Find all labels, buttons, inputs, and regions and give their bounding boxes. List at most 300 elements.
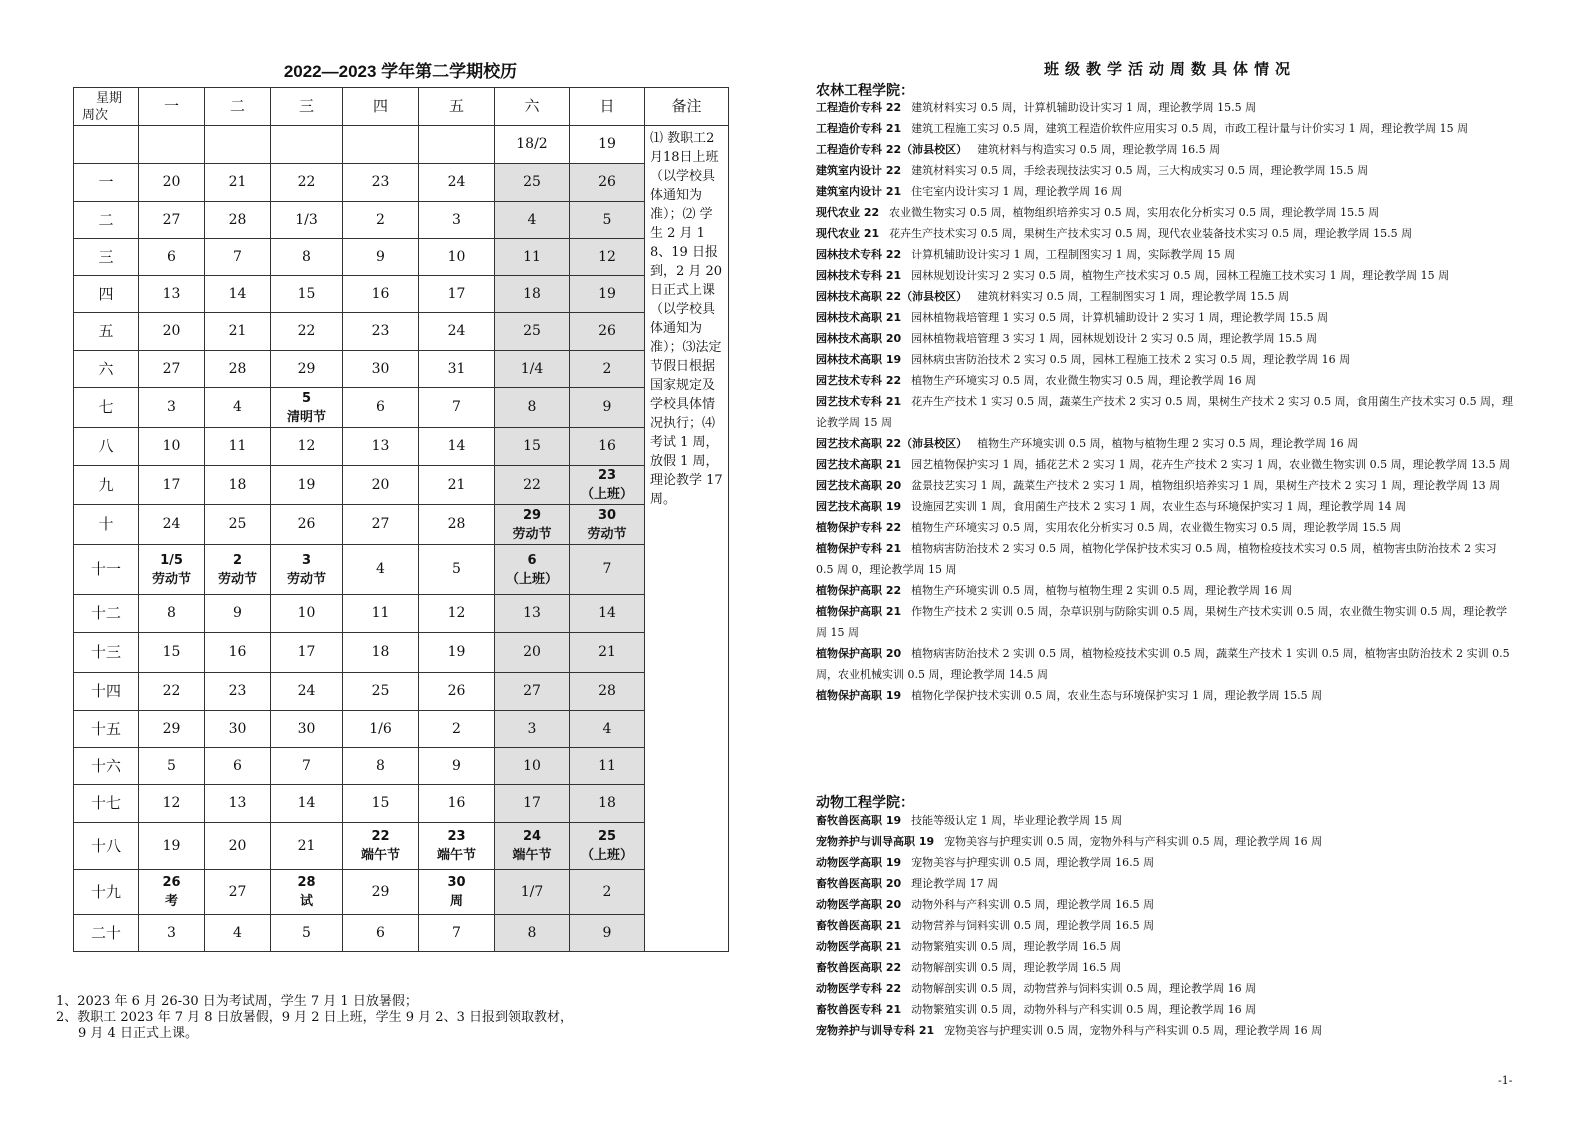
date-cell bbox=[205, 748, 271, 785]
week-label: 十四 bbox=[74, 673, 139, 711]
date-cell bbox=[139, 351, 205, 388]
date-value: 13 bbox=[228, 795, 247, 811]
date-value: 6 bbox=[167, 248, 176, 265]
date-cell bbox=[343, 313, 419, 351]
date-value: 11 bbox=[371, 605, 390, 621]
date-value: 22 bbox=[523, 476, 541, 493]
class-activities: 理论教学周 17 周 bbox=[911, 877, 999, 890]
date-cell bbox=[205, 388, 271, 428]
date-cell bbox=[271, 351, 343, 388]
date-cell bbox=[139, 202, 205, 239]
week-label: 八 bbox=[74, 428, 139, 466]
class-entry bbox=[816, 265, 1516, 286]
date-value: 5 bbox=[301, 390, 312, 406]
date-cell bbox=[343, 545, 419, 595]
date-value: 2 bbox=[232, 552, 243, 568]
date-value: 22 bbox=[297, 174, 316, 190]
date-value: 18 bbox=[371, 644, 390, 660]
date-value: 24 bbox=[522, 829, 542, 844]
class-activities: 农业微生物实习 0.5 周，植物组织培养实习 0.5 周，实用农化分析实习 0.5 周，理论教学周 15.5 周 bbox=[889, 206, 1380, 219]
date-value: 21 bbox=[228, 174, 247, 190]
date-cell bbox=[271, 313, 343, 351]
calendar-row bbox=[74, 870, 729, 915]
class-entry bbox=[816, 538, 1516, 580]
date-cell bbox=[343, 126, 419, 164]
calendar-row bbox=[74, 202, 729, 239]
class-entry bbox=[816, 894, 1516, 915]
class-name: 动物医学高职 20 bbox=[816, 898, 902, 911]
week-label: 五 bbox=[74, 313, 139, 351]
class-name: 畜牧兽医高职 21 bbox=[816, 919, 902, 932]
date-value: 14 bbox=[447, 438, 466, 454]
date-value: 9 bbox=[233, 605, 242, 621]
class-entry bbox=[816, 852, 1516, 873]
class-activities: 宠物美容与护理实训 0.5 周，宠物外科与产科实训 0.5 周，理论教学周 16 周 bbox=[944, 835, 1323, 848]
date-value: 6 bbox=[376, 399, 385, 415]
date-value: 4 bbox=[376, 561, 385, 577]
calendar-row bbox=[74, 915, 729, 952]
date-cell bbox=[205, 633, 271, 673]
date-value: 17 bbox=[447, 285, 466, 302]
date-value: 17 bbox=[162, 476, 181, 493]
date-cell bbox=[570, 239, 645, 276]
date-value: 1/5 bbox=[160, 552, 183, 568]
date-cell bbox=[271, 633, 343, 673]
class-activities: 动物繁殖实训 0.5 周，动物外科与产科实训 0.5 周，理论教学周 16 周 bbox=[911, 1003, 1257, 1016]
header-day: 五 bbox=[419, 88, 495, 126]
date-value: 15 bbox=[162, 644, 181, 660]
calendar-row bbox=[74, 711, 729, 748]
date-value: 10 bbox=[447, 248, 466, 265]
date-cell bbox=[343, 202, 419, 239]
date-value: 23 bbox=[597, 468, 617, 483]
class-entry bbox=[816, 307, 1516, 328]
date-cell bbox=[205, 313, 271, 351]
date-cell bbox=[139, 239, 205, 276]
class-entry bbox=[816, 391, 1516, 433]
header-day: 六 bbox=[495, 88, 570, 126]
week-label: 十八 bbox=[74, 823, 139, 870]
page-number: -1- bbox=[1498, 1074, 1513, 1087]
date-value: 28 bbox=[228, 211, 247, 228]
class-activities: 建筑材料实习 0.5 周，手绘表现技法实习 0.5 周，三大构成实习 0.5 周，理论教学周 15.5 周 bbox=[911, 164, 1369, 177]
week-label: 十 bbox=[74, 505, 139, 545]
class-entry bbox=[816, 496, 1516, 517]
class-name: 园艺技术高职 22（沛县校区） bbox=[816, 437, 968, 450]
date-cell bbox=[419, 164, 495, 202]
date-value: 14 bbox=[297, 795, 316, 811]
week-label: 二 bbox=[74, 202, 139, 239]
date-cell bbox=[271, 126, 343, 164]
date-cell bbox=[570, 313, 645, 351]
date-value: 20 bbox=[228, 837, 247, 854]
date-cell bbox=[271, 428, 343, 466]
header-day: 日 bbox=[570, 88, 645, 126]
date-cell bbox=[419, 785, 495, 823]
date-value: 11 bbox=[228, 438, 247, 454]
date-cell bbox=[419, 823, 495, 870]
date-cell bbox=[495, 388, 570, 428]
date-value: 25 bbox=[523, 174, 541, 190]
date-value: 26 bbox=[162, 875, 181, 890]
date-cell bbox=[570, 351, 645, 388]
date-value: 27 bbox=[162, 360, 181, 377]
class-activities: 计算机辅助设计实习 1 周，工程制图实习 1 周，实际教学周 15 周 bbox=[911, 248, 1236, 261]
date-cell bbox=[495, 202, 570, 239]
class-entry bbox=[816, 286, 1516, 307]
date-value: 1/3 bbox=[295, 211, 318, 228]
date-value: 28 bbox=[598, 683, 616, 699]
date-value: 22 bbox=[297, 323, 316, 339]
date-value: 8 bbox=[376, 757, 385, 774]
date-value: 11 bbox=[598, 757, 616, 774]
date-cell bbox=[271, 711, 343, 748]
class-name: 植物保护高职 21 bbox=[816, 605, 902, 618]
date-cell bbox=[343, 711, 419, 748]
date-value: 7 bbox=[452, 924, 461, 941]
week-label: 十三 bbox=[74, 633, 139, 673]
calendar-row bbox=[74, 313, 729, 351]
date-value: 10 bbox=[523, 757, 541, 774]
date-cell bbox=[570, 505, 645, 545]
date-cell bbox=[271, 785, 343, 823]
class-activities: 建筑材料实习 0.5 周，工程制图实习 1 周，理论教学周 15.5 周 bbox=[977, 290, 1290, 303]
class-name: 动物医学高职 19 bbox=[816, 856, 902, 869]
class-activities: 植物病害防治技术 2 实习 0.5 周，植物化学保护技术实习 0.5 周，植物检疫技术实习 0.5 周，植物害虫防治技术 2 实习 0.5 周 0，理论教学周 15 周 bbox=[816, 542, 1497, 576]
class-entry bbox=[816, 685, 1516, 706]
date-value: 19 bbox=[598, 285, 616, 302]
date-cell bbox=[139, 915, 205, 952]
date-value: 3 bbox=[452, 211, 461, 228]
class-activities: 建筑材料与构造实习 0.5 周，理论教学周 16.5 周 bbox=[977, 143, 1221, 156]
class-activities: 动物解剖实训 0.5 周，动物营养与饲料实训 0.5 周，理论教学周 16 周 bbox=[911, 982, 1257, 995]
date-value: 2 bbox=[602, 883, 612, 900]
date-value: 7 bbox=[302, 757, 311, 774]
date-value: 14 bbox=[228, 285, 247, 302]
date-annotation: 清明节 bbox=[286, 409, 326, 425]
date-value: 12 bbox=[598, 248, 616, 265]
class-name: 园艺技术高职 19 bbox=[816, 500, 902, 513]
class-activities: 宠物美容与护理实训 0.5 周，理论教学周 16.5 周 bbox=[911, 856, 1155, 869]
class-name: 动物医学专科 22 bbox=[816, 982, 902, 995]
date-cell bbox=[495, 595, 570, 633]
class-entry bbox=[816, 475, 1516, 496]
date-cell bbox=[205, 785, 271, 823]
date-value: 8 bbox=[167, 605, 176, 621]
class-name: 植物保护高职 20 bbox=[816, 647, 902, 660]
date-value: 19 bbox=[162, 837, 181, 854]
date-value: 17 bbox=[297, 644, 316, 660]
class-entry bbox=[816, 454, 1516, 475]
date-cell bbox=[419, 505, 495, 545]
date-cell bbox=[271, 545, 343, 595]
date-cell bbox=[570, 388, 645, 428]
class-entry bbox=[816, 433, 1516, 454]
class-activities: 园林植物栽培管理 3 实习 1 周，园林规划设计 2 实习 0.5 周，理论教学周 15.5 周 bbox=[911, 332, 1318, 345]
week-label: 一 bbox=[74, 164, 139, 202]
class-entry bbox=[816, 957, 1516, 978]
date-value: 28 bbox=[228, 360, 247, 377]
class-name: 园林技术高职 21 bbox=[816, 311, 902, 324]
class-entry bbox=[816, 936, 1516, 957]
date-value: 29 bbox=[162, 720, 181, 737]
date-value: 31 bbox=[447, 360, 466, 377]
date-cell bbox=[139, 711, 205, 748]
date-cell bbox=[570, 202, 645, 239]
date-cell bbox=[495, 164, 570, 202]
date-cell bbox=[419, 466, 495, 505]
class-name: 园林技术专科 21 bbox=[816, 269, 902, 282]
date-annotation: 试 bbox=[299, 894, 313, 909]
date-value: 23 bbox=[371, 323, 390, 339]
date-cell bbox=[343, 239, 419, 276]
date-value: 16 bbox=[598, 438, 616, 454]
class-activities: 花卉生产技术实习 0.5 周，果树生产技术实习 0.5 周，现代农业装备技术实习 0.5 周，理论教学周 15.5 周 bbox=[889, 227, 1413, 240]
week-label: 十二 bbox=[74, 595, 139, 633]
class-name: 建筑室内设计 22 bbox=[816, 164, 902, 177]
date-value: 4 bbox=[233, 399, 242, 415]
date-cell bbox=[139, 633, 205, 673]
week-label: 二十 bbox=[74, 915, 139, 952]
date-value: 30 bbox=[371, 360, 390, 377]
class-name: 园林技术高职 19 bbox=[816, 353, 902, 366]
class-name: 宠物养护与训导高职 19 bbox=[816, 835, 935, 848]
date-cell bbox=[495, 505, 570, 545]
date-value: 28 bbox=[297, 875, 316, 890]
week-label: 七 bbox=[74, 388, 139, 428]
date-cell bbox=[419, 545, 495, 595]
class-activities: 花卉生产技术 1 实习 0.5 周，蔬菜生产技术 2 实习 0.5 周，果树生产技术 2 实习 0.5 周，食用菌生产技术实习 0.5 周，理论教学周 15 周 bbox=[816, 395, 1514, 429]
date-value: 13 bbox=[523, 605, 541, 621]
date-cell bbox=[139, 466, 205, 505]
date-value: 20 bbox=[523, 644, 541, 660]
week-label: 九 bbox=[74, 466, 139, 505]
date-annotation: 端午节 bbox=[360, 848, 400, 863]
date-value: 12 bbox=[447, 605, 466, 621]
date-value: 5 bbox=[302, 924, 311, 941]
date-value: 5 bbox=[167, 757, 176, 774]
date-cell bbox=[205, 823, 271, 870]
class-entry bbox=[816, 118, 1516, 139]
date-cell bbox=[419, 351, 495, 388]
class-name: 工程造价专科 22（沛县校区） bbox=[816, 143, 968, 156]
class-entry bbox=[816, 580, 1516, 601]
date-cell bbox=[419, 239, 495, 276]
date-cell bbox=[271, 673, 343, 711]
class-activities: 植物化学保护技术实训 0.5 周，农业生态与环境保护实习 1 周，理论教学周 15.5 周 bbox=[911, 689, 1323, 702]
date-cell bbox=[139, 388, 205, 428]
week-label: 三 bbox=[74, 239, 139, 276]
date-value: 29 bbox=[297, 360, 316, 377]
calendar-row bbox=[74, 428, 729, 466]
date-cell bbox=[343, 673, 419, 711]
date-cell bbox=[205, 202, 271, 239]
date-value: 4 bbox=[527, 211, 537, 228]
calendar-row bbox=[74, 748, 729, 785]
header-day: 二 bbox=[205, 88, 271, 126]
date-cell bbox=[205, 276, 271, 313]
date-value: 18 bbox=[523, 285, 541, 302]
date-cell bbox=[495, 870, 570, 915]
date-value: 4 bbox=[233, 924, 242, 941]
date-annotation: （上班） bbox=[580, 848, 633, 863]
week-label: 十五 bbox=[74, 711, 139, 748]
date-cell bbox=[205, 870, 271, 915]
class-name: 园艺技术高职 21 bbox=[816, 458, 902, 471]
date-cell bbox=[570, 673, 645, 711]
class-entry bbox=[816, 810, 1516, 831]
date-cell bbox=[570, 164, 645, 202]
date-cell bbox=[495, 276, 570, 313]
date-value: 29 bbox=[522, 507, 542, 523]
class-entry bbox=[816, 370, 1516, 391]
date-cell bbox=[139, 545, 205, 595]
date-cell bbox=[495, 126, 570, 164]
date-cell bbox=[205, 711, 271, 748]
date-cell bbox=[419, 126, 495, 164]
date-value: 27 bbox=[228, 883, 247, 900]
date-cell bbox=[419, 595, 495, 633]
date-value: 12 bbox=[297, 438, 316, 454]
class-entry bbox=[816, 97, 1516, 118]
date-value: 6 bbox=[233, 757, 242, 774]
date-annotation: 端午节 bbox=[512, 848, 552, 863]
date-value: 2 bbox=[376, 211, 385, 228]
footnote-2-continued: 9 月 4 日正式上课。 bbox=[78, 1026, 198, 1041]
date-value: 9 bbox=[452, 757, 461, 774]
date-annotation: 考 bbox=[164, 894, 178, 909]
date-value: 1/4 bbox=[520, 360, 544, 377]
date-cell bbox=[343, 428, 419, 466]
date-cell bbox=[271, 505, 343, 545]
class-activities: 园艺植物保护实习 1 周，插花艺术 2 实习 1 周，花卉生产技术 2 实习 1 周，农业微生物实训 0.5 周，理论教学周 13.5 周 bbox=[911, 458, 1511, 471]
date-value: 12 bbox=[162, 795, 181, 811]
college-heading-animal: 动物工程学院： bbox=[816, 794, 914, 810]
date-value: 27 bbox=[371, 516, 390, 532]
date-value: 8 bbox=[527, 399, 537, 415]
date-cell bbox=[419, 313, 495, 351]
date-value: 18 bbox=[228, 476, 247, 493]
date-value: 1/7 bbox=[520, 883, 544, 900]
footnote-2: 2、教职工 2023 年 7 月 8 日放暑假，9 月 2 日上班，学生 9 月 2、3 日报到领取教材， bbox=[56, 1010, 573, 1025]
class-entry bbox=[816, 328, 1516, 349]
class-activities: 植物生产环境实训 0.5 周，植物与植物生理 2 实训 0.5 周，理论教学周 16 周 bbox=[911, 584, 1293, 597]
week-label: 十六 bbox=[74, 748, 139, 785]
class-name: 畜牧兽医高职 19 bbox=[816, 814, 902, 827]
class-name: 园艺技术专科 22 bbox=[816, 374, 902, 387]
class-entry bbox=[816, 160, 1516, 181]
date-cell bbox=[343, 748, 419, 785]
date-cell bbox=[495, 915, 570, 952]
class-entry bbox=[816, 139, 1516, 160]
date-value: 9 bbox=[602, 924, 612, 941]
class-activities: 盆景技艺实习 1 周，蔬菜生产技术 2 实习 1 周，植物组织培养实习 1 周，果树生产技术 2 实习 1 周，理论教学周 13 周 bbox=[911, 479, 1501, 492]
calendar-notes: ⑴ 教职工2月18日上班（以学校具体通知为准）；⑵ 学生 2 月 18、19 日报到，2 月 20 日正式上课（以学校具体通知为准）；⑶法定节假日根据国家规定及学校具体情况执行；⑷ 考试 1 周，放假 1 周，理论教学 17 周。 bbox=[645, 126, 729, 952]
class-name: 现代农业 21 bbox=[816, 227, 880, 240]
date-value: 22 bbox=[371, 829, 390, 844]
date-cell bbox=[205, 595, 271, 633]
date-cell bbox=[495, 673, 570, 711]
date-value: 8 bbox=[302, 248, 311, 265]
date-cell bbox=[343, 785, 419, 823]
date-value: 5 bbox=[452, 561, 461, 577]
class-entry bbox=[816, 601, 1516, 643]
class-entry bbox=[816, 873, 1516, 894]
class-name: 植物保护高职 19 bbox=[816, 689, 902, 702]
class-name: 园艺技术高职 20 bbox=[816, 479, 902, 492]
date-annotation: （上班） bbox=[580, 487, 633, 502]
date-cell bbox=[419, 388, 495, 428]
calendar-row bbox=[74, 785, 729, 823]
date-value: 15 bbox=[371, 795, 390, 811]
date-value: 27 bbox=[162, 211, 181, 228]
date-value: 21 bbox=[297, 837, 316, 854]
date-cell bbox=[271, 202, 343, 239]
class-entry bbox=[816, 643, 1516, 685]
date-value: 21 bbox=[228, 323, 247, 339]
date-value: 9 bbox=[376, 248, 385, 265]
footnote-1: 1、2023 年 6 月 26-30 日为考试周，学生 7 月 1 日放暑假； bbox=[56, 994, 418, 1009]
date-cell bbox=[205, 126, 271, 164]
date-cell bbox=[570, 823, 645, 870]
class-name: 工程造价专科 21 bbox=[816, 122, 902, 135]
class-activities: 植物生产环境实习 0.5 周，实用农化分析实习 0.5 周，农业微生物实习 0.5 周，理论教学周 15.5 周 bbox=[911, 521, 1402, 534]
date-cell bbox=[205, 545, 271, 595]
date-cell bbox=[495, 711, 570, 748]
class-name: 宠物养护与训导专科 21 bbox=[816, 1024, 935, 1037]
class-activities: 技能等级认定 1 周，毕业理论教学周 15 周 bbox=[911, 814, 1123, 827]
date-value: 22 bbox=[162, 683, 181, 699]
week-label: 六 bbox=[74, 351, 139, 388]
date-cell bbox=[139, 595, 205, 633]
date-cell bbox=[271, 748, 343, 785]
date-value: 10 bbox=[162, 438, 181, 454]
class-entry bbox=[816, 978, 1516, 999]
date-value: 15 bbox=[297, 285, 316, 302]
date-value: 2 bbox=[602, 360, 612, 377]
class-entry bbox=[816, 349, 1516, 370]
class-name: 园林技术高职 20 bbox=[816, 332, 902, 345]
date-value: 16 bbox=[371, 285, 390, 302]
class-entry bbox=[816, 831, 1516, 852]
date-cell bbox=[419, 915, 495, 952]
calendar-footnotes bbox=[56, 994, 696, 1042]
class-activities: 园林植物栽培管理 1 实习 0.5 周，计算机辅助设计 2 实习 1 周，理论教学周 15.5 周 bbox=[911, 311, 1329, 324]
date-cell bbox=[139, 164, 205, 202]
date-value: 28 bbox=[447, 516, 466, 532]
date-value: 3 bbox=[301, 552, 312, 568]
date-cell bbox=[205, 351, 271, 388]
date-value: 7 bbox=[452, 399, 461, 415]
date-cell bbox=[570, 915, 645, 952]
header-corner bbox=[74, 88, 139, 126]
date-value: 5 bbox=[602, 211, 612, 228]
date-value: 20 bbox=[162, 323, 181, 339]
college-heading-agri: 农林工程学院： bbox=[816, 82, 914, 98]
class-entry bbox=[816, 1020, 1516, 1041]
calendar-row bbox=[74, 164, 729, 202]
date-cell bbox=[139, 823, 205, 870]
class-activities: 园林规划设计实习 2 实习 0.5 周，植物生产技术实习 0.5 周，园林工程施工技术实习 1 周，理论教学周 15 周 bbox=[911, 269, 1450, 282]
class-name: 园林技术高职 22（沛县校区） bbox=[816, 290, 968, 303]
date-cell bbox=[139, 428, 205, 466]
date-value: 24 bbox=[447, 323, 466, 339]
class-activities: 作物生产技术 2 实训 0.5 周，杂草识别与防除实训 0.5 周，果树生产技术实训 0.5 周，农业微生物实训 0.5 周，理论教学周 15 周 bbox=[816, 605, 1508, 639]
date-cell bbox=[570, 466, 645, 505]
date-value: 10 bbox=[297, 605, 316, 621]
class-name: 畜牧兽医高职 22 bbox=[816, 961, 902, 974]
class-activities: 建筑工程施工实习 0.5 周，建筑工程造价软件应用实习 0.5 周，市政工程计量与计价实习 1 周，理论教学周 15 周 bbox=[911, 122, 1469, 135]
